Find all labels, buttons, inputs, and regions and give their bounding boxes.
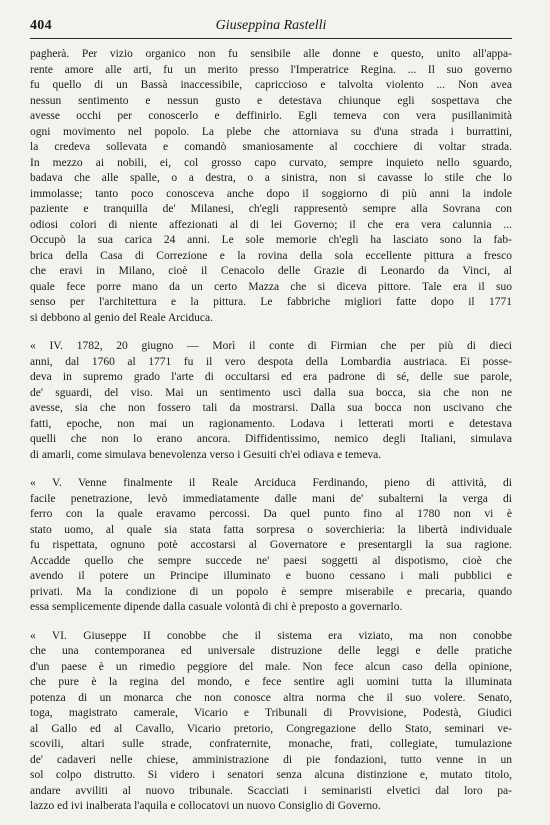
text-line: badava che alle spalle, o a destra, o a sinistra, non si cavasse lo stile che lo bbox=[30, 172, 512, 184]
text-line: « VI. Giuseppe II conobbe che il sistema era viziato, ma non conobbe bbox=[30, 629, 512, 642]
text-line: Accadde quello che sempre succede ne' paesi soggetti al dispotismo, cioè che bbox=[30, 554, 512, 567]
text-line: In mezzo ai nobili, ei, col grosso capo curvato, sempre inquieto nello sguardo, bbox=[30, 156, 512, 169]
text-line: pagherà. Per vizio organico non fu sensibile alle donne e questo, unito all'appa- bbox=[30, 48, 512, 60]
text-line: avesse, sia che non fossero tali da mostrarsi. Dalla sua bocca non uscivano che bbox=[30, 402, 512, 414]
text-line: sol colpo distrutto. Si videro i senatori senza alcuna distinzione e, mutato titolo, bbox=[30, 769, 512, 781]
text-line: essa semplicemente dipende dalla casuale volontà di chi è preposto a governarlo. bbox=[30, 601, 403, 613]
paragraph bbox=[30, 339, 512, 463]
text-line: senso per l'architettura e la pittura. Le fabbriche migliori fatte dopo il 1771 bbox=[30, 296, 512, 308]
text-line: nessun sentimento e nessun gusto e detestava chiunque egli sospettava che bbox=[30, 94, 512, 107]
text-line: si debbono al genio del Reale Arciduca. bbox=[30, 311, 213, 324]
text-line: fu rispettata, ognuno potè accostarsi al Governatore e presentargli la sua ragione. bbox=[30, 539, 512, 551]
text-line: ogni movimento nel popolo. La plebe che attorniava su d'una strada i burrattini, bbox=[30, 125, 512, 138]
text-line: d'un paese è un rimedio peggiore del male. Non fece alcun caso della opinione, bbox=[30, 660, 512, 673]
text-line: de' cadaveri nelle chiese, amministrazione di pie fondazioni, tutto venne in un bbox=[30, 753, 512, 766]
text-line: facile penetrazione, levò immediatamente dalle mani de' subalterni la verga di bbox=[30, 492, 512, 505]
text-line: brica della Casa di Correzione e la rovina della sola eccellente pittura a fresco bbox=[30, 249, 512, 262]
text-line: fatti, epoche, non mai un ragionamento. Lodava i letterati morti e detestava bbox=[30, 417, 512, 430]
text-line: che eravi in Milano, cioè il Cenacolo delle Grazie di Leonardo da Vinci, al bbox=[30, 265, 512, 277]
text-line: anni, dal 1760 al 1771 fu il vero despota della Lombardia austriaca. Ei posse- bbox=[30, 355, 512, 368]
text-line: rente amore alle arti, fu un merito presso l'Imperatrice Regina. ... Il suo governo bbox=[30, 63, 512, 76]
text-line: fu quello di un Bassà inaccessibile, capriccioso e talvolta violento ... Non avea bbox=[30, 79, 512, 91]
text-line: avesse occhi per conoscerlo e deffinirlo. Egli temeva con vera pusillanimità bbox=[30, 110, 512, 122]
text-line: immolasse; tanto poco conosceva anche dopo il soggiorno di più anni la indole bbox=[30, 187, 512, 200]
text-line: scovili, altari sulle strade, confraternite, monache, frati, collegiate, tumulazione bbox=[30, 738, 512, 750]
text-line: odiosi colori di niente affezionati al di lei Governo; il che era vera calunnia ... bbox=[30, 218, 512, 231]
text-line: deva in supremo grado l'arte di occultarsi ed era padrone di sé, delle sue parole, bbox=[30, 371, 512, 383]
text-line: potenza di un monarca che non conosce altra norma che il suo volere. Senato, bbox=[30, 691, 512, 704]
text-line: che una contemporanea ed universale distruzione delle leggi e delle pratiche bbox=[30, 645, 512, 657]
text-line: « V. Venne finalmente il Reale Arciduca Ferdinando, pieno di attività, di bbox=[30, 477, 512, 489]
text-line: Occupò la sua carica 24 anni. Le sole memorie ch'egli ha lasciato sono la fab- bbox=[30, 234, 512, 246]
text-line: lazzo ed ivi inalberata l'aquila e collocatovi un nuovo Consiglio di Governo. bbox=[30, 800, 381, 812]
paragraph bbox=[30, 47, 512, 326]
text-line: « IV. 1782, 20 giugno — Morì il conte di Firmian che per più di dieci bbox=[30, 340, 512, 352]
text-line: di amarli, come simulava benevolenza verso i Gesuiti ch'ei odiava e temeva. bbox=[30, 448, 382, 461]
text-line: andare avviliti al nuovo tribunale. Scacciati i seminaristi elvetici dal loro pa- bbox=[30, 784, 512, 797]
text-body bbox=[30, 47, 512, 815]
text-line: stato uomo, al quale sia stata fatta sorpresa o soverchieria: la libertà individuale bbox=[30, 523, 512, 536]
running-title: Giuseppina Rastelli bbox=[215, 18, 327, 33]
page-header bbox=[30, 16, 512, 39]
text-line: avendo il potere un Principe illuminato e buono cessano i mali pubblici e bbox=[30, 570, 512, 582]
text-line: ferro con la quale eravamo percossi. Da quel punto fino al 1780 non vi è bbox=[30, 508, 512, 520]
text-line: paziente e tranquilla de' Milanesi, ch'egli rappresentò sempre alla Sovrana con bbox=[30, 203, 512, 215]
text-line: quelli che non lo erano ancora. Diffidentissimo, nemico degli Italiani, simulava bbox=[30, 433, 512, 445]
text-line: toga, magistrato camerale, Vicario e Tribunali di Provvisione, Podestà, Giudici bbox=[30, 707, 512, 719]
text-line: privati. Ma la condizione di un popolo è sempre miserabile e precaria, quando bbox=[30, 585, 512, 598]
text-line: che pure è la regina del mondo, e fece sentire agli uomini tutta la illuminata bbox=[30, 676, 512, 688]
page-number: 404 bbox=[30, 18, 52, 33]
text-line: quale fece porre mano da un certo Mazza che si diceva pittore. Tale era il suo bbox=[30, 280, 512, 293]
text-line: la credeva sollevata e comandò smaniosamente al cocchiere di voltar strada. bbox=[30, 141, 512, 153]
text-line: de' sguardi, del viso. Mai un sentimento uscì dalla sua bocca, sia che non ne bbox=[30, 386, 512, 399]
text-line: al Gallo ed al Cavallo, Vicario pretorio, Congregazione dello Stato, seminari ve- bbox=[30, 722, 512, 735]
paragraph bbox=[30, 629, 512, 815]
paragraph bbox=[30, 476, 512, 616]
